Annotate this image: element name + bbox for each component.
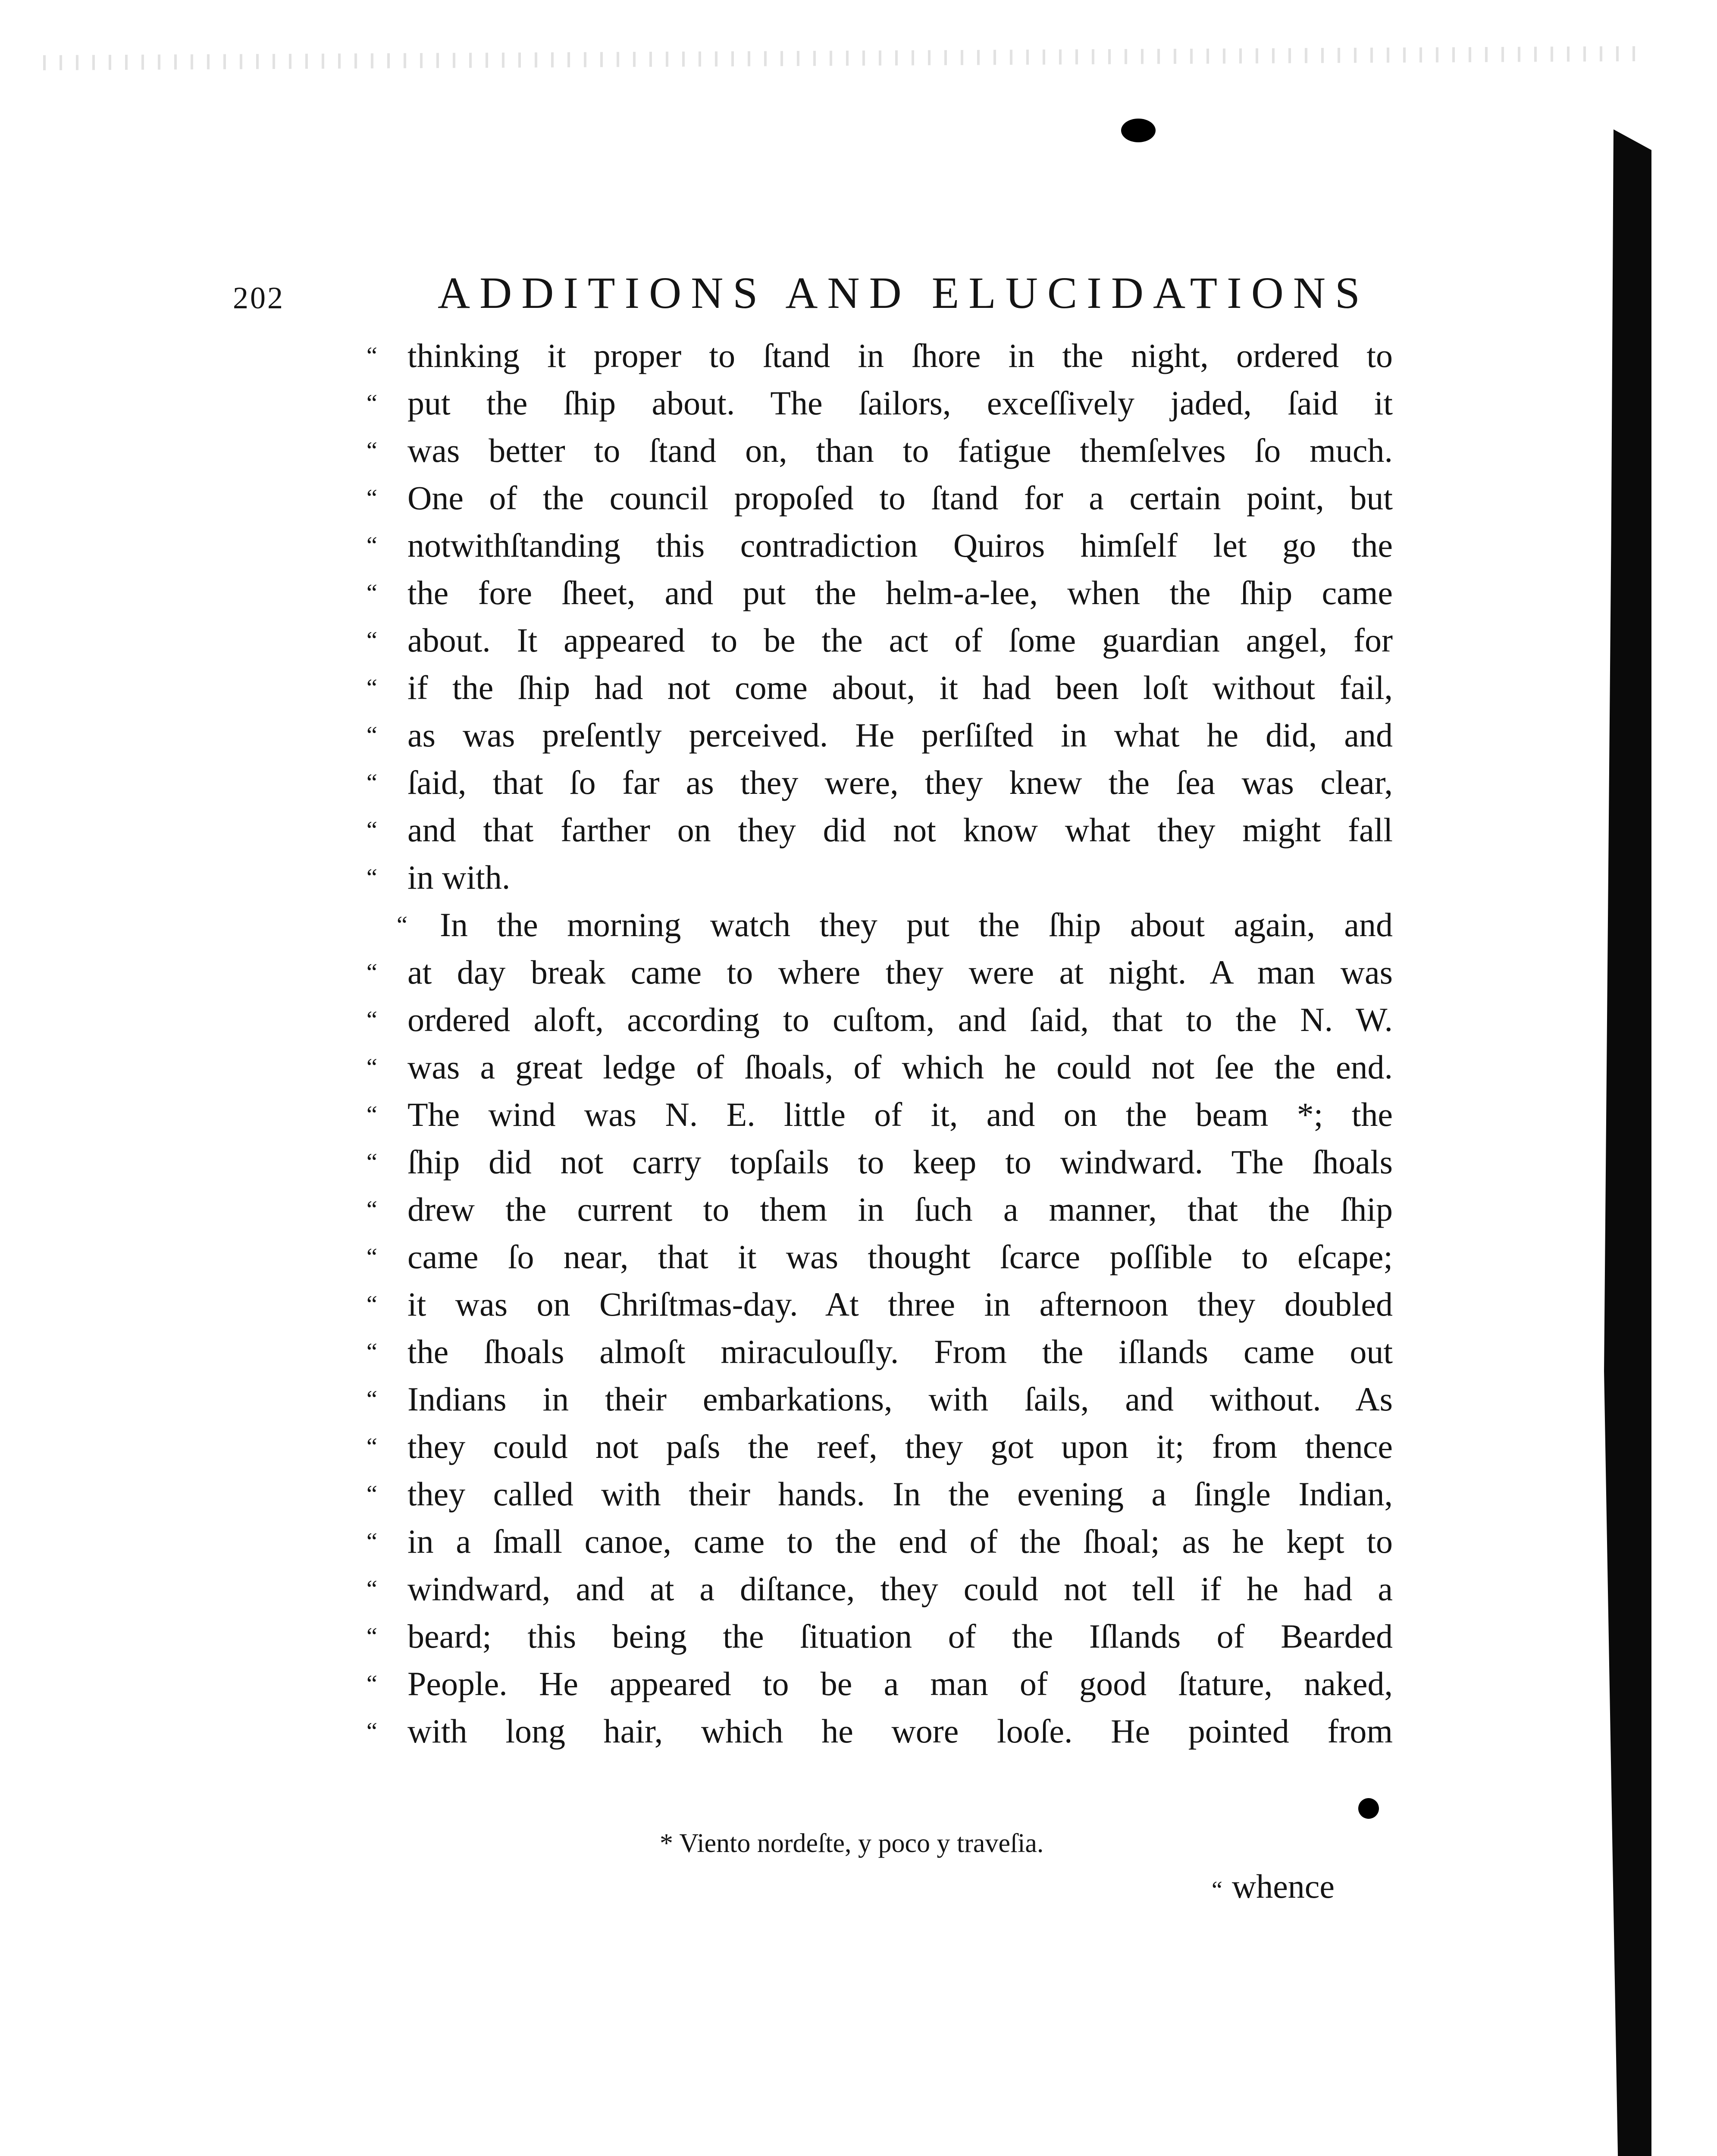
text-line	[367, 854, 1393, 901]
line-text: beard; this being the ſituation of the Iſlands of Bearded	[407, 1617, 1393, 1655]
quote-mark: “	[367, 1006, 377, 1033]
quote-mark: “	[367, 532, 377, 559]
line-text: ſhip did not carry topſails to keep to windward. The ſhoals	[407, 1143, 1393, 1181]
text-line	[367, 1044, 1393, 1091]
line-text: with long hair, which he wore looſe. He pointed from	[407, 1712, 1393, 1750]
line-text: and that farther on they did not know what they might fall	[407, 811, 1393, 849]
quote-mark: “	[367, 1149, 377, 1175]
quote-mark: “	[367, 1054, 377, 1081]
text-line	[367, 901, 1393, 949]
quote-mark: “	[367, 1670, 377, 1697]
text-line	[367, 1708, 1393, 1755]
quote-mark: “	[367, 342, 377, 369]
line-text: Indians in their embarkations, with ſails, and without. As	[407, 1380, 1393, 1418]
footnote: * Viento nordeſte, y poco y traveſia.	[660, 1829, 1044, 1858]
line-text: was a great ledge of ſhoals, of which he could not ſee the end.	[407, 1048, 1393, 1086]
quote-mark: “	[1212, 1877, 1222, 1903]
text-line	[367, 1423, 1393, 1470]
text-line	[367, 949, 1393, 996]
line-text: they could not paſs the reef, they got upon it; from thence	[407, 1428, 1393, 1465]
text-line	[367, 664, 1393, 711]
text-line	[367, 1660, 1393, 1708]
line-text: the fore ſheet, and put the helm-a-lee, when the ſhip came	[407, 574, 1393, 611]
quote-mark: “	[367, 580, 377, 606]
quote-mark: “	[367, 864, 377, 891]
line-text: came ſo near, that it was thought ſcarce poſſible to eſcape;	[407, 1238, 1393, 1275]
quote-mark: “	[367, 1196, 377, 1223]
quote-mark: “	[367, 1244, 377, 1270]
quote-mark: “	[367, 1718, 377, 1745]
text-line	[367, 759, 1393, 806]
quote-mark: “	[367, 959, 377, 986]
text-line	[367, 474, 1393, 522]
quote-mark: “	[367, 674, 377, 701]
line-text: in with.	[407, 859, 511, 896]
quote-mark: “	[367, 1433, 377, 1460]
page-header	[233, 267, 1397, 332]
line-text: as was preſently perceived. He perſiſted in what he did, and	[407, 716, 1393, 754]
ink-blot	[1121, 119, 1156, 142]
quote-mark: “	[367, 722, 377, 749]
quote-mark: “	[367, 817, 377, 843]
text-line	[367, 617, 1393, 664]
text-line	[367, 379, 1393, 427]
text-line	[367, 522, 1393, 569]
line-text: In the morning watch they put the ſhip about again, and	[440, 906, 1393, 943]
text-line	[367, 569, 1393, 617]
line-text: ordered aloft, according to cuſtom, and ſaid, that to the N. W.	[407, 1001, 1393, 1038]
line-text: The wind was N. E. little of it, and on the beam *; the	[407, 1096, 1393, 1133]
line-text: ſaid, that ſo far as they were, they knew the ſea was clear,	[407, 764, 1393, 801]
quote-mark: “	[367, 1101, 377, 1128]
text-line	[367, 711, 1393, 759]
line-text: One of the council propoſed to ſtand for a certain point, but	[407, 479, 1393, 517]
line-text: if the ſhip had not come about, it had been loſt without fail,	[407, 669, 1393, 706]
text-line	[367, 1565, 1393, 1613]
text-line	[367, 996, 1393, 1044]
quote-mark: “	[367, 485, 377, 511]
line-text: in a ſmall canoe, came to the end of the ſhoal; as he kept to	[407, 1523, 1393, 1560]
quote-mark: “	[397, 912, 407, 938]
text-line	[367, 1470, 1393, 1518]
quote-mark: “	[367, 627, 377, 654]
line-text: was better to ſtand on, than to fatigue themſelves ſo much.	[407, 432, 1393, 469]
text-line	[367, 1613, 1393, 1660]
quote-mark: “	[367, 769, 377, 796]
line-text: notwithſtanding this contradiction Quiros himſelf let go the	[407, 526, 1393, 564]
text-line	[367, 1091, 1393, 1138]
quote-mark: “	[367, 390, 377, 417]
ink-blot	[1358, 1798, 1379, 1819]
quote-mark: “	[367, 1528, 377, 1555]
line-text: windward, and at a diſtance, they could not tell if he had a	[407, 1570, 1393, 1608]
text-line	[367, 1281, 1393, 1328]
quote-mark: “	[367, 1481, 377, 1507]
quote-mark: “	[367, 1291, 377, 1318]
text-line	[367, 806, 1393, 854]
line-text: about. It appeared to be the act of ſome guardian angel, for	[407, 621, 1393, 659]
text-line	[367, 1138, 1393, 1186]
body-text	[367, 332, 1393, 1755]
line-text: put the ſhip about. The ſailors, exceſſively jaded, ſaid it	[407, 384, 1393, 422]
quote-mark: “	[367, 1386, 377, 1413]
text-line	[367, 1328, 1393, 1376]
text-line	[367, 427, 1393, 474]
line-text: People. He appeared to be a man of good ſtature, naked,	[407, 1665, 1393, 1702]
book-spine-shadow	[1604, 129, 1651, 2156]
line-text: the ſhoals almoſt miraculouſly. From the iſlands came out	[407, 1333, 1393, 1370]
line-text: they called with their hands. In the evening a ſingle Indian,	[407, 1475, 1393, 1513]
line-text: at day break came to where they were at night. A man was	[407, 953, 1393, 991]
line-text: drew the current to them in ſuch a manner, that the ſhip	[407, 1191, 1393, 1228]
text-line	[367, 1186, 1393, 1233]
quote-mark: “	[367, 1338, 377, 1365]
text-line	[367, 1233, 1393, 1281]
text-line	[367, 1518, 1393, 1565]
text-line	[367, 1376, 1393, 1423]
line-text: thinking it proper to ſtand in ſhore in the night, ordered to	[407, 337, 1393, 374]
catchword	[1212, 1867, 1335, 1906]
running-head: ADDITIONS AND ELUCIDATIONS	[438, 268, 1369, 318]
line-text: it was on Chriſtmas-day. At three in afternoon they doubled	[407, 1285, 1393, 1323]
quote-mark: “	[367, 1623, 377, 1650]
quote-mark: “	[367, 1576, 377, 1602]
page-number: 202	[233, 281, 285, 315]
quote-mark: “	[367, 437, 377, 464]
catchword-text: whence	[1231, 1868, 1335, 1905]
scan-edge-top	[43, 43, 1639, 73]
text-line	[367, 332, 1393, 379]
